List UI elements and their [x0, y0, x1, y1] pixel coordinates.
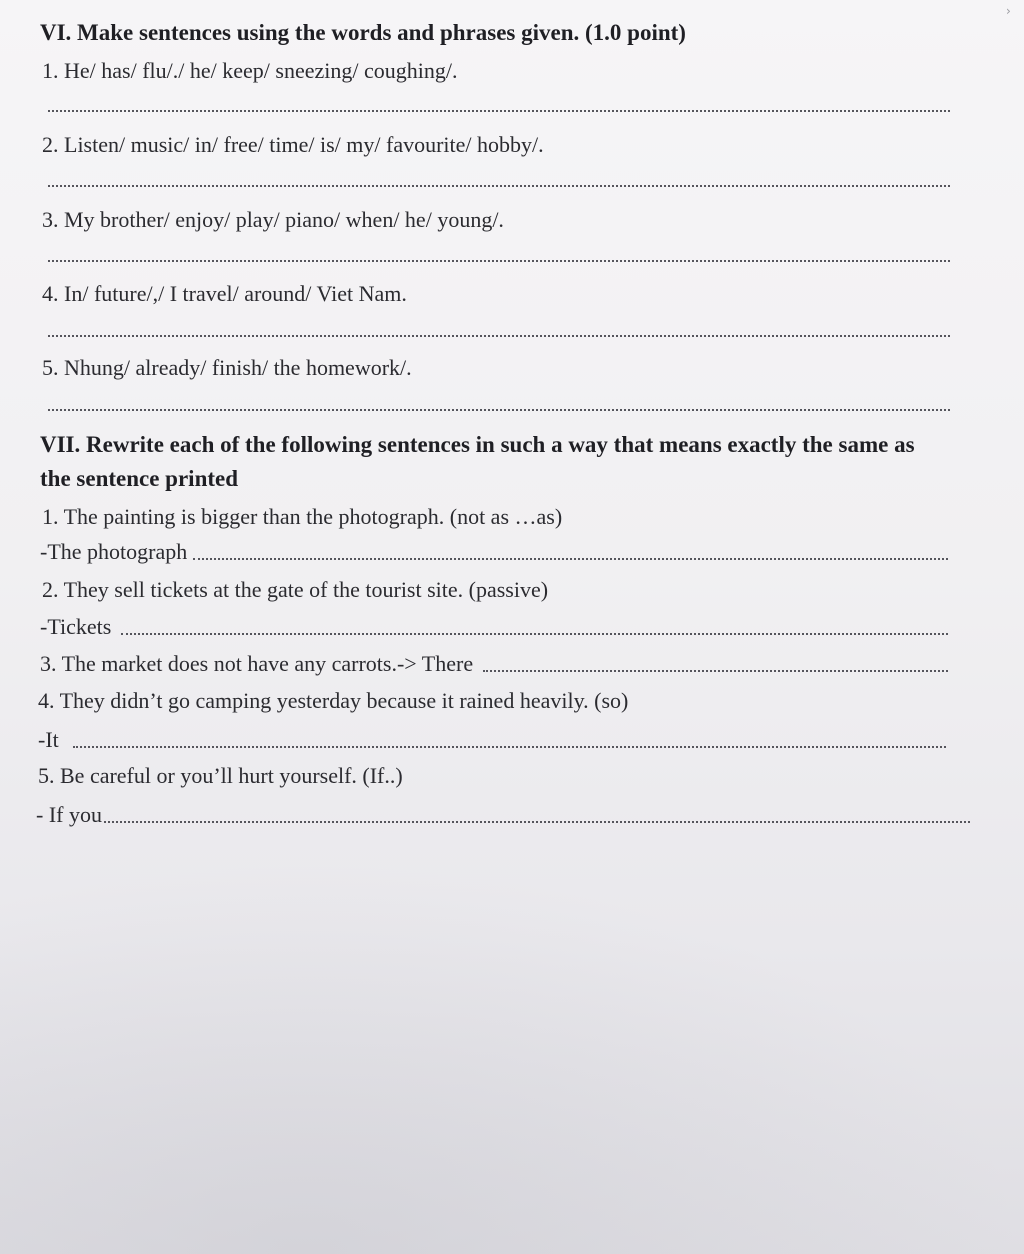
answer-line-7-2[interactable] [121, 633, 948, 635]
answer-start-7-2: -Tickets [40, 614, 112, 639]
exercise-6-item-5: 5. Nhung/ already/ finish/ the homework/. [42, 355, 412, 380]
answer-row-7-3[interactable] [40, 650, 948, 678]
exercise-6-item-1: 1. He/ has/ flu/./ he/ keep/ sneezing/ coughing/. [42, 58, 458, 83]
answer-row-7-2[interactable] [40, 613, 948, 641]
answer-line-7-5[interactable] [104, 821, 970, 823]
answer-line-7-1[interactable] [193, 558, 948, 560]
answer-line-7-3[interactable] [483, 670, 948, 672]
answer-start-7-1: -The photograph [40, 539, 188, 564]
answer-line-6-1[interactable] [48, 110, 950, 112]
answer-start-7-5: - If you [36, 802, 102, 827]
answer-row-7-5[interactable] [36, 801, 970, 829]
answer-line-6-3[interactable] [48, 260, 950, 262]
section-7-heading-cont: the sentence printed [40, 466, 239, 491]
answer-line-6-2[interactable] [48, 185, 950, 187]
exercise-7-item-5: 5. Be careful or you’ll hurt yourself. (If..) [38, 763, 403, 788]
section-6-heading: VI. Make sentences using the words and phrases given. (1.0 point) [40, 20, 686, 45]
answer-start-7-4: -It [38, 727, 59, 752]
section-7-heading: VII. Rewrite each of the following sentences in such a way that means exactly the same as [40, 432, 915, 457]
page-corner-mark: › [1006, 4, 1011, 18]
exercise-7-item-2: 2. They sell tickets at the gate of the tourist site. (passive) [42, 577, 549, 602]
exercise-7-item-3: 3. The market does not have any carrots.-> There [40, 651, 474, 676]
exercise-6-item-4: 4. In/ future/,/ I travel/ around/ Viet Nam. [42, 281, 407, 306]
answer-line-6-5[interactable] [48, 409, 950, 411]
answer-row-7-1[interactable] [40, 538, 948, 566]
answer-line-7-4[interactable] [73, 746, 946, 748]
exercise-6-item-3: 3. My brother/ enjoy/ play/ piano/ when/ he/ young/. [42, 207, 504, 232]
answer-row-7-4[interactable] [38, 726, 946, 754]
exercise-6-item-2: 2. Listen/ music/ in/ free/ time/ is/ my/ favourite/ hobby/. [42, 132, 544, 157]
exercise-7-item-1: 1. The painting is bigger than the photograph. (not as …as) [42, 504, 563, 529]
exercise-7-item-4: 4. They didn’t go camping yesterday because it rained heavily. (so) [38, 688, 629, 713]
paper-shadow [0, 860, 1024, 1254]
answer-line-6-4[interactable] [48, 335, 950, 337]
